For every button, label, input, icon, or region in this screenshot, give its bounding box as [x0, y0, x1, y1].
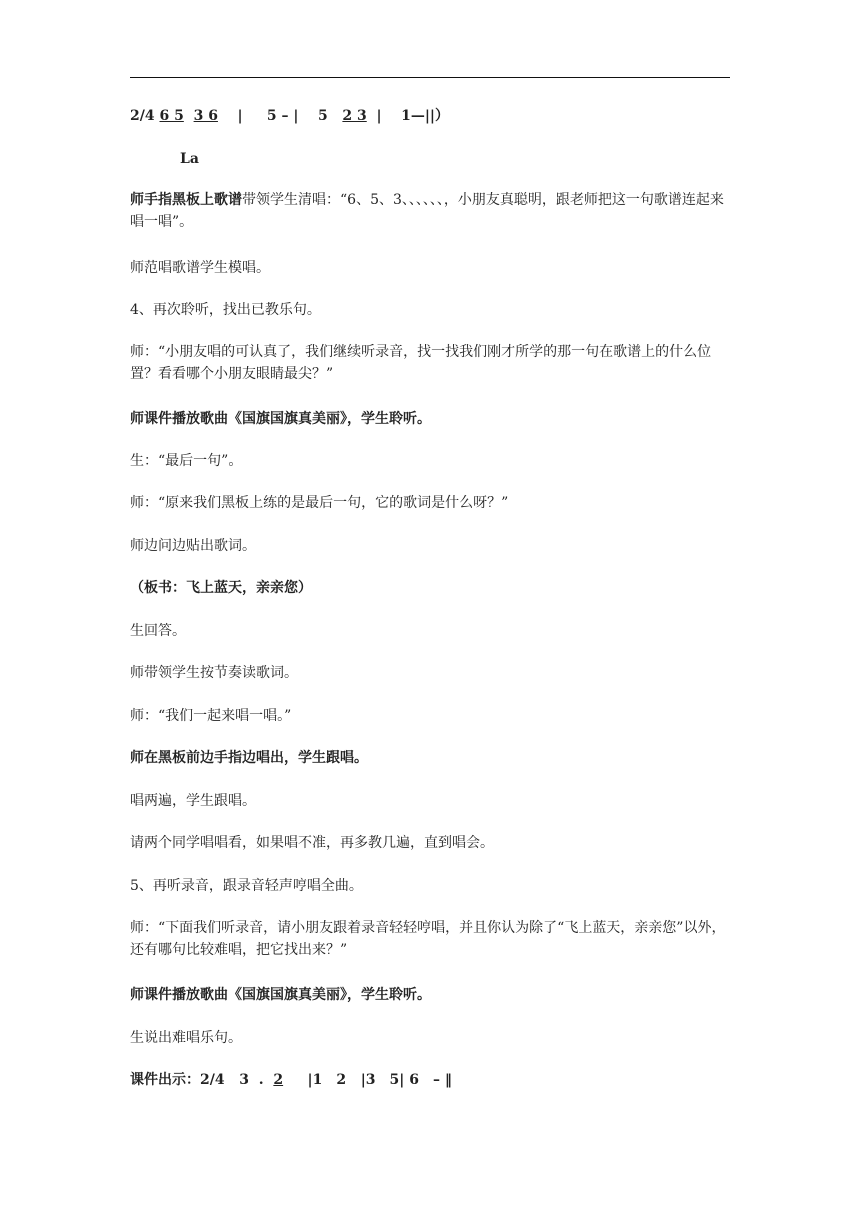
step-heading: 5、再听录音，跟录音轻声哼唱全曲。 [130, 878, 363, 894]
paragraph: 师：“原来我们黑板上练的是最后一句，它的歌词是什么呀？” [130, 495, 509, 511]
paragraph: 师范唱歌谱学生模唱。 [130, 260, 270, 276]
paragraph [130, 189, 730, 233]
paragraph: 师：“我们一起来唱一唱。” [130, 708, 292, 724]
notation-line-1 [130, 105, 730, 127]
notation-measure-3-group: 2 3 [342, 108, 367, 124]
barline: | [376, 108, 382, 124]
notation-prefix: 课件出示：2/4 [130, 1072, 225, 1088]
dot: . [258, 1072, 264, 1088]
paragraph: 生说出难唱乐句。 [130, 1030, 242, 1046]
time-signature: 2/4 [130, 108, 155, 124]
lyric-la: La [180, 151, 199, 167]
bold-paragraph: 师在黑板前边手指边唱出，学生跟唱。 [130, 750, 368, 766]
notation-ending: 1—||） [401, 108, 450, 124]
step-heading: 4、再次聆听，找出已教乐句。 [130, 302, 321, 318]
paragraph: 生：“最后一句”。 [130, 453, 243, 469]
bold-paragraph: 师课件播放歌曲《国旗国旗真美丽》，学生聆听。 [130, 411, 431, 427]
notation-group-1: 6 5 [159, 108, 184, 124]
notation-measure-3-note: 5 [318, 108, 328, 124]
notation-group-2: 3 6 [193, 108, 218, 124]
barline: | [237, 108, 243, 124]
note: 3 [239, 1072, 249, 1088]
note: 2 [273, 1072, 284, 1088]
notation-line-2 [130, 1069, 730, 1091]
paragraph: 请两个同学唱唱看，如果唱不准，再多教几遍，直到唱会。 [130, 835, 494, 851]
paragraph: 师带领学生按节奏读歌词。 [130, 665, 298, 681]
paragraph: 唱两遍，学生跟唱。 [130, 793, 256, 809]
notation-measure: |3 5| [360, 1072, 405, 1088]
paragraph-text: 带领学生清唱：“6、5、3、、、、、、，小朋友真聪明，跟老师把这一句歌谱连起来唱一唱”。 [130, 192, 724, 230]
notation-measure: 6 – ‖ [409, 1072, 452, 1088]
notation-measure: |1 2 [307, 1072, 347, 1088]
paragraph: 生回答。 [130, 623, 186, 639]
bold-paragraph: 师课件播放歌曲《国旗国旗真美丽》，学生聆听。 [130, 987, 431, 1003]
paragraph: 师：“小朋友唱的可认真了，我们继续听录音，找一找我们刚才所学的那一句在歌谱上的什么位置？看看哪个小朋友眼睛最尖？” [130, 344, 712, 382]
board-writing: （板书：飞上蓝天，亲亲您） [130, 580, 312, 596]
bold-lead: 师手指黑板上歌谱 [130, 192, 242, 208]
paragraph: 师：“下面我们听录音，请小朋友跟着录音轻轻哼唱，并且你认为除了“飞上蓝天，亲亲您”以外，还有哪句比较难唱，把它找出来？” [130, 920, 726, 958]
header-rule [130, 77, 730, 78]
notation-measure-2: 5 – | [266, 108, 299, 124]
paragraph: 师边问边贴出歌词。 [130, 538, 256, 554]
